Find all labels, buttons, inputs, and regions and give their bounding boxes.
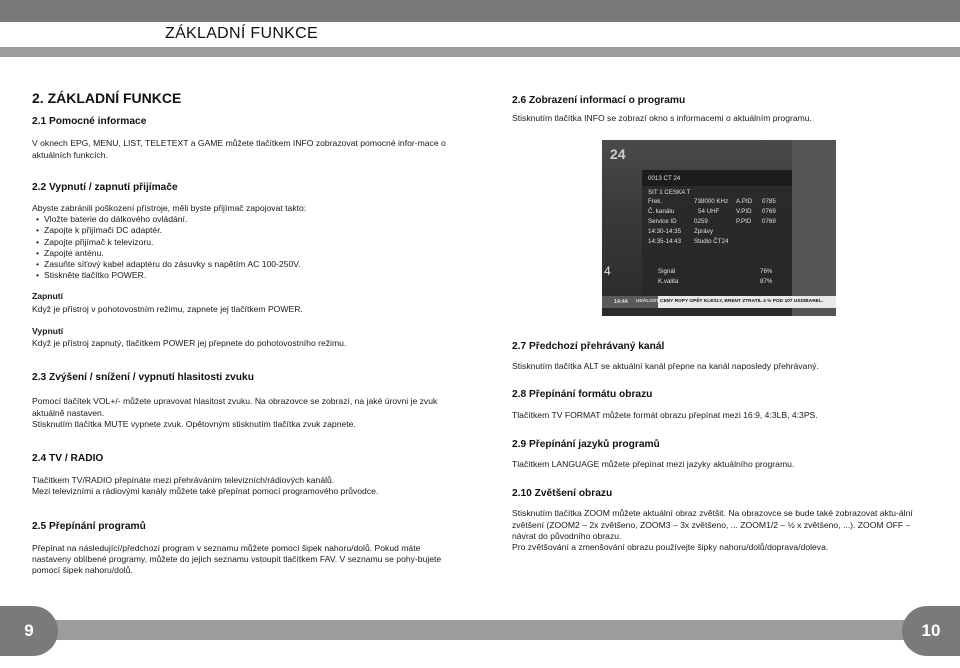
list-item: • Zapojte přijímač k televizoru. xyxy=(36,236,154,247)
list-item: • Vložte baterie do dálkového ovládání. xyxy=(36,214,188,225)
power-on-text: Když je přístroj v pohotovostním režimu, zapnete jej tlačítkem POWER. xyxy=(32,303,303,314)
info-row-value: 0259 xyxy=(694,218,708,225)
list-item: • Stiskněte tlačítko POWER. xyxy=(36,270,147,281)
chapter-title: 2. ZÁKLADNÍ FUNKCE xyxy=(32,90,182,106)
signal-label: Signál xyxy=(658,268,676,275)
section-2-3-text2: Stisknutím tlačítka MUTE vypnete zvuk. Opětovným stisknutím tlačítka zvuk zapnete. xyxy=(32,418,356,429)
power-on-subtitle: Zapnutí xyxy=(32,291,64,302)
list-item: • Zasuňte síťový kabel adaptéru do zásuvky s napětím AC 100-250V. xyxy=(36,259,301,270)
page-number-right: 10 xyxy=(902,606,960,656)
info-row-number: 0769 xyxy=(762,218,776,225)
info-row-number: 0769 xyxy=(762,208,776,215)
info-row-value: 738000 KHz xyxy=(694,198,729,205)
section-2-6-text: Stisknutím tlačítka INFO se zobrazí okno s informacemi o aktuálním programu. xyxy=(512,113,812,124)
footer-bar xyxy=(0,620,960,640)
info-row-label: Frek. xyxy=(648,198,663,205)
info-row-key: V.PID xyxy=(736,208,752,215)
info-row-key: P.PID xyxy=(736,218,752,225)
info-row-key: A.PID xyxy=(736,198,753,205)
list-item: • Zapojte k přijímači DC adaptér. xyxy=(36,225,162,236)
epg-time: 14:30-14:35 xyxy=(648,228,682,235)
section-2-4-text2: Mezi televizními a rádiovými kanály můžete také přepínat pomocí programového průvodce. xyxy=(32,486,379,497)
side-number: 4 xyxy=(604,264,611,278)
section-2-9-text: Tlačítkem LANGUAGE můžete přepínat mezi jazyky aktuálního programu. xyxy=(512,459,795,470)
quality-label: K.valita xyxy=(658,278,679,285)
bullet-icon: • xyxy=(36,236,40,247)
section-2-5-text: Přepínat na následující/předchozí program v seznamu můžete pomocí šipek nahoru/dolů. Pokud máte nastaveny oblíbené programy, můžete do jejich seznamu vstoupit tlačítkem FAV. V seznamu se pohy-bujete pomocí šipek nahoru/dolů. xyxy=(32,542,442,576)
info-row-label: Č. kanálu xyxy=(648,208,675,215)
section-2-8-text: Tlačítkem TV FORMAT můžete formát obrazu přepínat mezi 16:9, 4:3LB, 4:3PS. xyxy=(512,409,818,420)
section-2-3-title: 2.3 Zvýšení / snížení / vypnutí hlasitosti zvuku xyxy=(32,372,254,384)
section-2-7-title: 2.7 Předchozí přehrávaný kanál xyxy=(512,341,665,352)
signal-value: 76% xyxy=(760,268,773,275)
info-row-value: 54 UHF xyxy=(698,208,720,215)
section-2-10-text1: Stisknutím tlačítka ZOOM můžete aktuální obraz zvětšit. Na obrazovce se bude také zobrazovat aktu-ální zvětšení (ZOOM2 – 2x zvětšeno, ZOOM3 – 3x zvětšeno, ... ZOOM1/2 – ½ x zvětšeno, ...). ZOOM OFF – návrat do původního obrazu. xyxy=(512,508,913,541)
ticker-text: CENY ROPY OPĚT KLESLY, BRENT ZTRATIL 4 % POD 107 USD/BAREL. xyxy=(660,299,824,304)
section-2-10-text2: Pro zvětšování a zmenšování obrazu používejte šipky nahoru/dolů/doprava/doleva. xyxy=(512,542,829,553)
section-2-3-text1: Pomocí tlačítek VOL+/- můžete upravovat hlasitost zvuku. Na obrazovce se zobrazí, na jaké úrovni je zvuk aktuálně nastaven. xyxy=(32,396,438,418)
section-2-7-text: Stisknutím tlačítka ALT se aktuální kanál přepne na kanál naposledy přehrávaný. xyxy=(512,361,819,372)
epg-title: Studio ČT24 xyxy=(694,238,729,245)
power-off-subtitle: Vypnutí xyxy=(32,325,64,336)
section-2-9-title: 2.9 Přepínání jazyků programů xyxy=(512,438,660,450)
bullet-icon: • xyxy=(36,225,40,236)
bullet-icon: • xyxy=(36,259,40,270)
bullet-icon: • xyxy=(36,270,40,281)
satellite-name: SIT 1 CESKA T xyxy=(648,189,691,196)
list-item: • Zapojte anténu. xyxy=(36,247,104,258)
connection-steps-list xyxy=(32,214,456,281)
section-2-5-title: 2.5 Přepínání programů xyxy=(32,520,146,532)
quality-value: 87% xyxy=(760,278,773,285)
ticker-tag: UDÁLOSTI xyxy=(636,299,661,304)
left-column xyxy=(32,90,456,576)
epg-title: Zprávy xyxy=(694,228,713,235)
info-row-number: 0785 xyxy=(762,198,776,205)
bullet-icon: • xyxy=(36,214,40,225)
page-number-left: 9 xyxy=(0,606,58,656)
section-2-6-title: 2.6 Zobrazení informací o programu xyxy=(512,95,686,106)
epg-time: 14:35-14:43 xyxy=(648,238,682,245)
section-2-2-title: 2.2 Vypnutí / zapnutí přijímače xyxy=(32,181,178,193)
channel-logo: 24 xyxy=(610,146,626,162)
right-column-bottom xyxy=(512,341,932,553)
page-header-title: ZÁKLADNÍ FUNKCE xyxy=(165,25,318,42)
bullet-icon: • xyxy=(36,247,40,258)
section-2-4-text1: Tlačítkem TV/RADIO přepínáte mezi přehráváním televizních/rádiových kanálů. xyxy=(32,475,335,486)
header-divider xyxy=(0,47,960,57)
info-row-label: Service ID xyxy=(648,218,677,225)
ticker-time: 14:44 xyxy=(614,299,628,305)
section-2-10-title: 2.10 Zvětšení obrazu xyxy=(512,488,613,500)
channel-name: 0013 CT 24 xyxy=(648,175,681,182)
right-column-top xyxy=(512,95,932,124)
power-off-text: Když je přístroj zapnutý, tlačítkem POWER jej přepnete do pohotovostního režimu. xyxy=(32,338,347,349)
screen-studio-area xyxy=(792,140,836,316)
section-2-2-intro: Abyste zabránili poškození přístroje, měli byste přijímač zapojovat takto: xyxy=(32,203,307,214)
tv-info-screenshot xyxy=(602,140,836,316)
section-2-1-text: V oknech EPG, MENU, LIST, TELETEXT a GAME můžete tlačítkem INFO zobrazovat pomocné infor-mace o aktuálních funkcích. xyxy=(32,138,446,160)
section-2-8-title: 2.8 Přepínání formátu obrazu xyxy=(512,389,653,401)
top-bar xyxy=(0,0,960,22)
section-2-4-title: 2.4 TV / RADIO xyxy=(32,453,104,465)
section-2-1-title: 2.1 Pomocné informace xyxy=(32,116,147,128)
